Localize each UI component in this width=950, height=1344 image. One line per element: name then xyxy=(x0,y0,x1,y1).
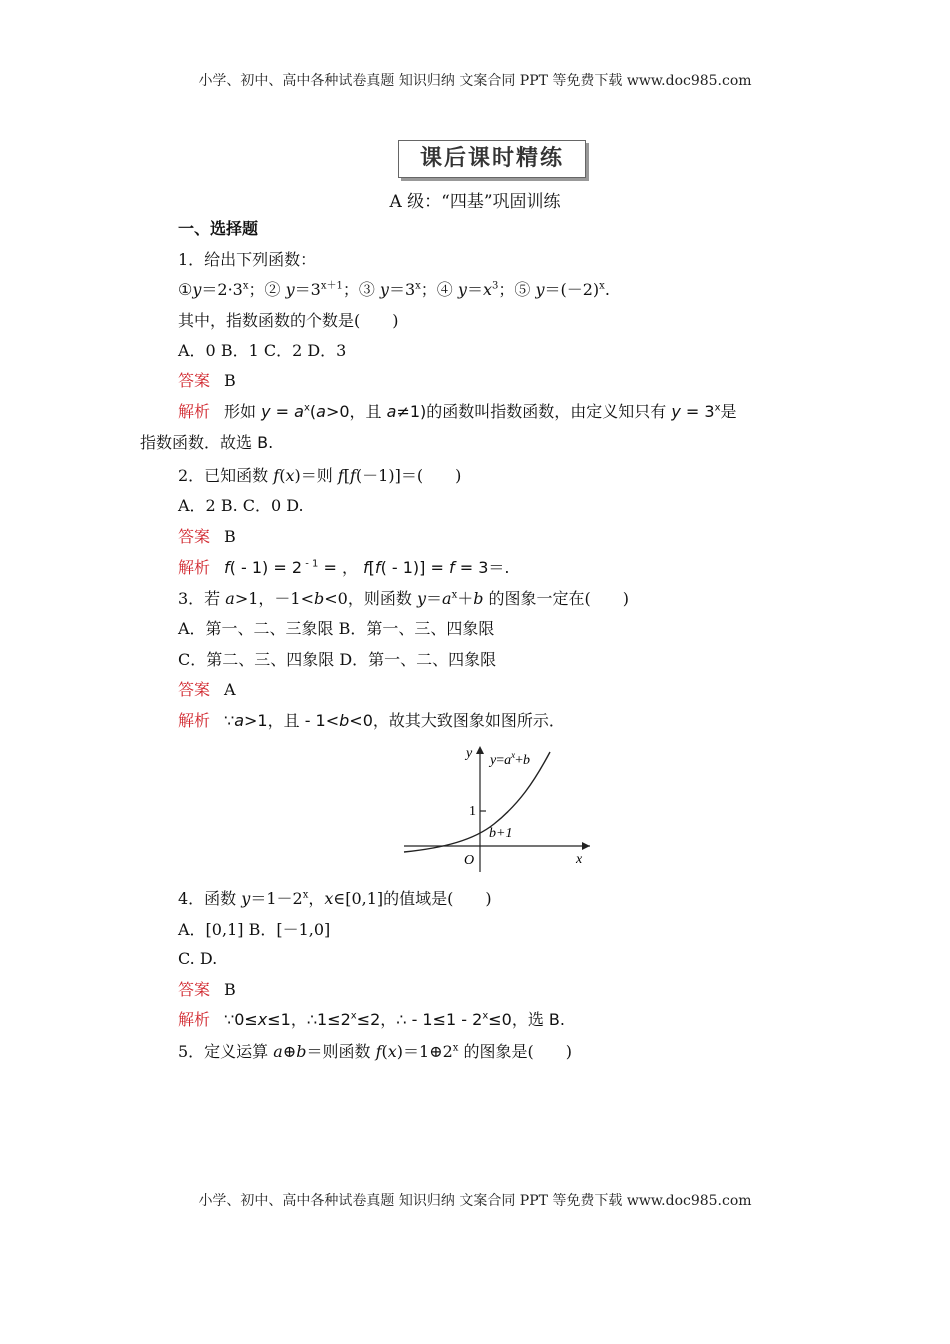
page-header: 小学、初中、高中各种试卷真题 知识归纳 文案合同 PPT 等免费下载 www.doc985.com xyxy=(198,73,752,89)
q4-stem: 4．函数 $y=1-2^x$，x∈[0,1]的值域是( ) xyxy=(178,889,492,908)
q1-options: A．0 B．1 C．2 D．3 xyxy=(178,341,347,360)
curve-equation-label: $y=a^x+b$ xyxy=(490,750,531,768)
x-axis-arrow xyxy=(582,842,590,850)
origin-label: O xyxy=(464,853,475,868)
q1-answer: 答案 B xyxy=(178,371,236,390)
q3-answer: 答案 A xyxy=(178,680,236,699)
q4-options-1: A．[0,1] B．[－1,0] xyxy=(178,920,331,939)
analysis-label: 解析 xyxy=(178,1010,211,1029)
x-axis-label: x xyxy=(576,852,583,867)
q3-options-1: A．第一、二、三象限 B．第一、三、四象限 xyxy=(178,619,495,638)
answer-label: 答案 xyxy=(178,371,211,390)
q4-analysis: 解析 ∵0≤x≤1，$\therefore 1\le 2^x\le 2$，∴ - $1\le 1 - 2^x\le 0$，选 B. xyxy=(178,1010,565,1029)
q4-answer: 答案 B xyxy=(178,980,236,999)
answer-label: 答案 xyxy=(178,680,211,699)
y-axis-label: y xyxy=(466,746,473,761)
y-axis-arrow xyxy=(476,746,484,754)
q1-analysis-1: 解析 形如 $y = a^x(a>0$，且 a≠1)的函数叫指数函数，由定义知只有 $y = 3^x$是 xyxy=(178,402,737,421)
analysis-label: 解析 xyxy=(178,402,211,421)
q2-stem: 2．已知函数 f(x)＝则 f[f(－1)]＝( ) xyxy=(178,466,462,485)
q1-ask: 其中，指数函数的个数是( ) xyxy=(178,311,399,330)
q1-functions: $①y=2\cdot 3^x$；② $y=3^{x+1}$；③ $y=3^x$；④ $y=x^3$；⑤ $y=(-2)^x$. xyxy=(178,280,610,299)
q5-stem: 5．定义运算 a⊕b＝则函数 $f(x)=1\oplus 2^x$ 的图象是( ) xyxy=(178,1042,573,1061)
q4-options-2: C. D. xyxy=(178,949,218,968)
q3-analysis: 解析 ∵a>1，且 - 1<b<0，故其大致图象如图所示． xyxy=(178,711,565,730)
q2-answer: 答案 B xyxy=(178,527,236,546)
q1-analysis-2: 指数函数．故选 B. xyxy=(140,433,274,452)
exponential-graph-figure xyxy=(394,742,599,877)
analysis-label: 解析 xyxy=(178,558,211,577)
tick-one-label: 1 xyxy=(469,804,476,819)
q2-options: A．2 B. C．0 D. xyxy=(178,496,304,515)
intercept-label: b+1 xyxy=(489,826,513,841)
answer-label: 答案 xyxy=(178,980,211,999)
page-footer: 小学、初中、高中各种试卷真题 知识归纳 文案合同 PPT 等免费下载 www.doc985.com xyxy=(198,1193,752,1209)
q3-options-2: C．第二、三、四象限 D．第一、二、四象限 xyxy=(178,650,497,669)
q3-stem: 3．若 a>1，－1<b<0，则函数 $y=a^x+b$ 的图象一定在( ) xyxy=(178,589,630,608)
section-heading: 一、选择题 xyxy=(178,219,259,238)
section-title: 课后课时精练 xyxy=(398,140,586,178)
q2-analysis: 解析 f( - 1) = 2 $^{- 1}$ = ， f[f( - 1)] = f = 3＝. xyxy=(178,558,510,577)
analysis-label: 解析 xyxy=(178,711,211,730)
q1-stem: 1．给出下列函数： xyxy=(178,250,317,269)
level-heading: A 级：“四基”巩固训练 xyxy=(389,192,561,212)
answer-label: 答案 xyxy=(178,527,211,546)
